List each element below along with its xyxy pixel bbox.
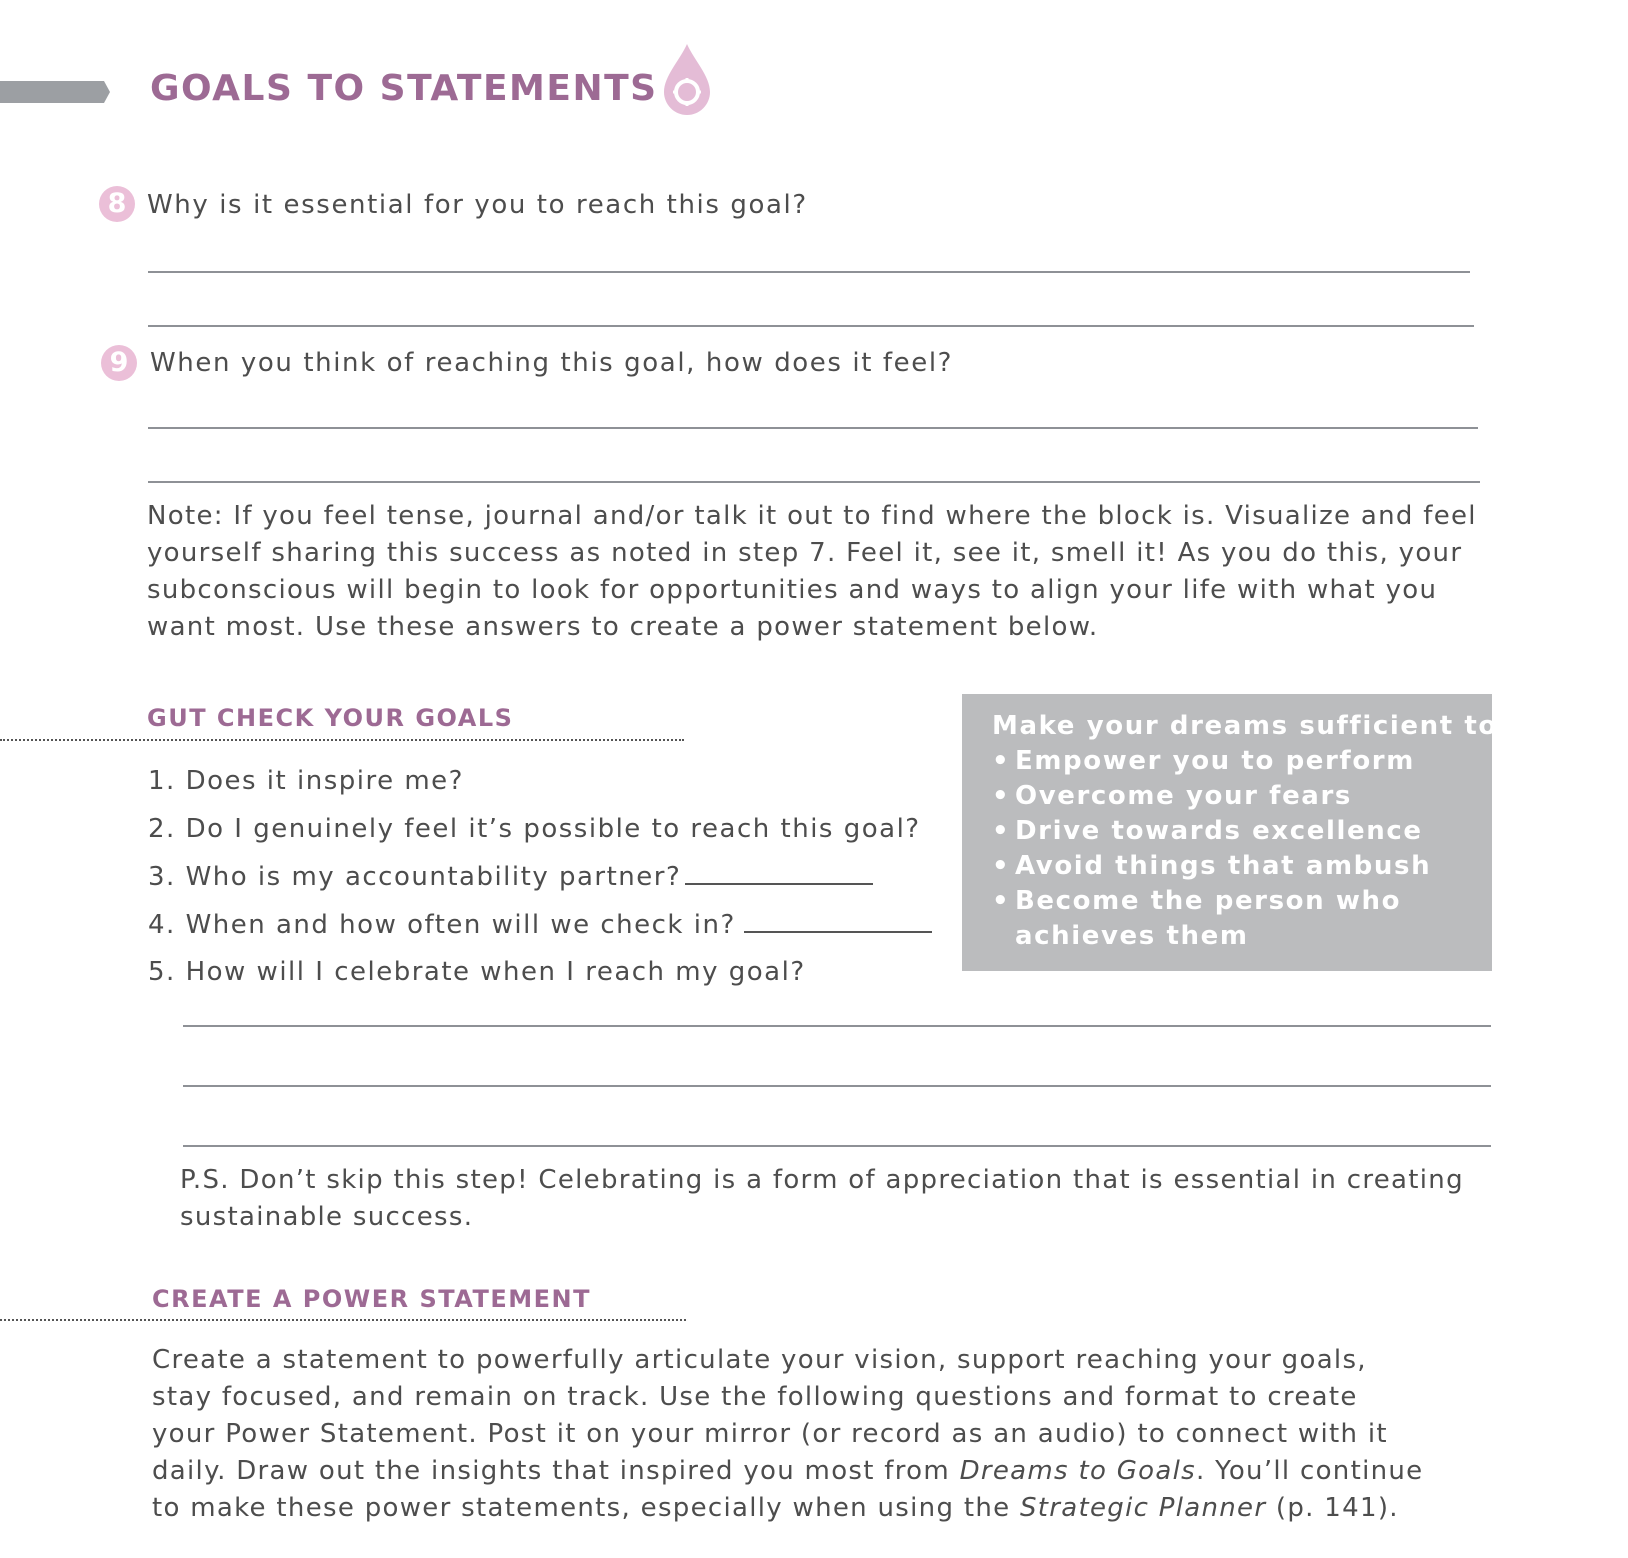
- note-paragraph: Note: If you feel tense, journal and/or talk it out to find where the block is. Visualize and feel yourself sharing this success as noted in step 7. Feel it, see it, smell it! As you do this, your subconscious will begin to look for opportunities and ways to align your life with what you want most. Use these answers to create a power statement below.: [147, 501, 1477, 642]
- paragraph-line: Create a statement to powerfully articulate your vision, support reaching your goals,: [152, 1345, 1367, 1375]
- paragraph-line: [152, 1453, 1512, 1490]
- list-item: [148, 814, 921, 844]
- bullet-icon: •: [992, 746, 1011, 776]
- bullet-icon: •: [992, 886, 1011, 916]
- ps-paragraph: P.S. Don’t skip this step! Celebrating is a form of appreciation that is essential in creating sustainable success.: [180, 1165, 1464, 1232]
- book-title: Dreams to Goals: [959, 1456, 1196, 1486]
- bullet-icon: •: [992, 851, 1011, 881]
- answer-line[interactable]: [148, 271, 1470, 273]
- callout-item-continuation: achieves them: [1015, 921, 1249, 951]
- text-run: daily. Draw out the insights that inspired you most from: [152, 1456, 960, 1486]
- callout-item: [992, 781, 1352, 811]
- answer-line[interactable]: [148, 325, 1474, 327]
- answer-line[interactable]: [148, 427, 1478, 429]
- book-title: Strategic Planner: [1019, 1493, 1267, 1523]
- callout-item-text: Overcome your fears: [1015, 781, 1352, 811]
- question-number-badge: 9: [101, 345, 137, 381]
- list-item-text: 3. Who is my accountability partner?: [148, 862, 682, 892]
- section-divider: [0, 1319, 686, 1321]
- power-statement-paragraph: [152, 1342, 1512, 1527]
- list-item: [148, 766, 464, 796]
- answer-blank[interactable]: [744, 930, 932, 933]
- callout-item-text: Become the person who: [1015, 886, 1402, 916]
- section-divider: [0, 739, 684, 741]
- section-heading-gut-check: GUT CHECK YOUR GOALS: [147, 704, 514, 732]
- answer-line[interactable]: [183, 1145, 1491, 1147]
- answer-line[interactable]: [183, 1085, 1491, 1087]
- text-run: (p. 141).: [1266, 1493, 1399, 1523]
- list-item-text: 5. How will I celebrate when I reach my goal?: [148, 957, 806, 987]
- section-heading-power-statement: CREATE A POWER STATEMENT: [152, 1285, 591, 1313]
- list-item-text: 2. Do I genuinely feel it’s possible to reach this goal?: [148, 814, 921, 844]
- paragraph-line: [152, 1490, 1512, 1527]
- bullet-icon: •: [992, 781, 1011, 811]
- callout-item: [992, 816, 1423, 846]
- callout-item-text: Empower you to perform: [1015, 746, 1415, 776]
- callout-item-text: Avoid things that ambush: [1015, 851, 1432, 881]
- bullet-icon: •: [992, 816, 1011, 846]
- page-title: GOALS TO STATEMENTS: [150, 68, 658, 109]
- paragraph-line: stay focused, and remain on track. Use the following questions and format to create: [152, 1382, 1358, 1412]
- section-tab-marker: [0, 81, 110, 103]
- answer-blank[interactable]: [685, 882, 873, 885]
- text-run: to make these power statements, especially when using the: [152, 1493, 1020, 1523]
- question-text: When you think of reaching this goal, how does it feel?: [150, 348, 954, 378]
- callout-item: [992, 746, 1415, 776]
- list-item: [148, 910, 932, 940]
- callout-item: [992, 851, 1431, 881]
- dreams-callout-box: [962, 694, 1510, 971]
- callout-title: Make your dreams sufficient to:: [992, 711, 1510, 741]
- paragraph-line: your Power Statement. Post it on your mirror (or record as an audio) to connect with it: [152, 1419, 1388, 1449]
- answer-line[interactable]: [148, 481, 1480, 483]
- answer-line[interactable]: [183, 1025, 1491, 1027]
- target-drop-icon: [660, 42, 714, 118]
- list-item-text: 1. Does it inspire me?: [148, 766, 464, 796]
- text-run: . You’ll continue: [1195, 1456, 1424, 1486]
- callout-item-text: Drive towards excellence: [1015, 816, 1423, 846]
- list-item-text: 4. When and how often will we check in?: [148, 910, 736, 940]
- question-text: Why is it essential for you to reach this goal?: [147, 190, 808, 220]
- callout-item: [992, 886, 1401, 916]
- list-item: [148, 957, 806, 987]
- list-item: [148, 862, 873, 892]
- question-number-badge: 8: [99, 186, 135, 222]
